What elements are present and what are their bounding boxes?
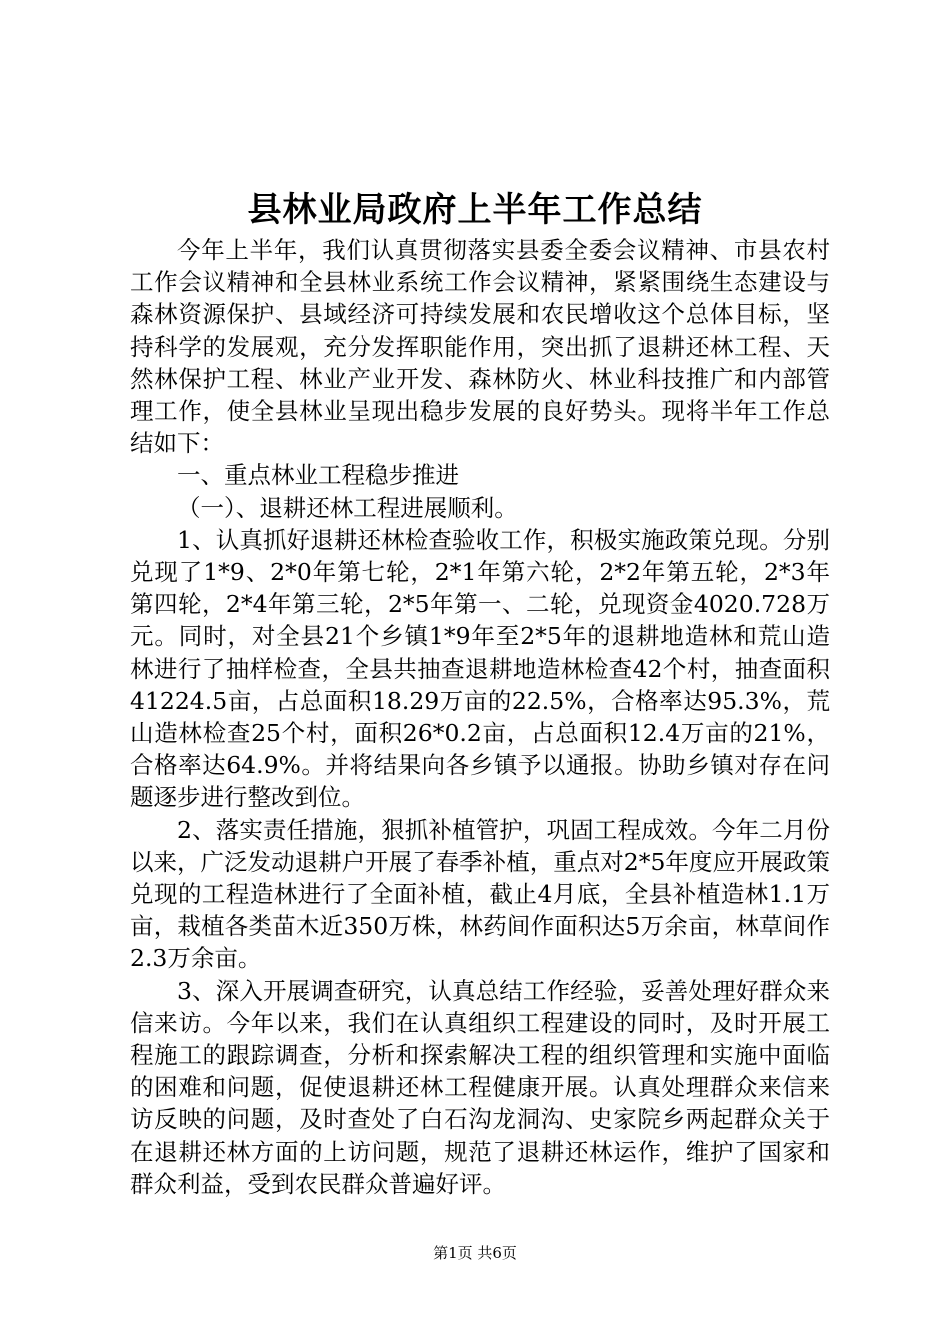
paragraph-item-1: 1、认真抓好退耕还林检查验收工作，积极实施政策兑现。分别兑现了1*9、2*0年第七轮，2*1年第六轮，2*2年第五轮，2*3年第四轮，2*4年第三轮，2*5年第一、二轮，兑现资金4020.728万元。同时，对全县21个乡镇1*9年至2*5年的退耕地造林和荒山造林进行了抽样检查，全县共抽查退耕地造林检查42个村，抽查面积41224.5亩，占总面积18.29万亩的22.5%，合格率达95.3%，荒山造林检查25个村，面积26*0.2亩，占总面积12.4万亩的21%，合格率达64.9%。并将结果向各乡镇予以通报。协助乡镇对存在问题逐步进行整改到位。 bbox=[130, 525, 830, 812]
section-heading: 一、重点林业工程稳步推进 bbox=[177, 461, 459, 490]
document-body bbox=[130, 234, 830, 1200]
paragraph-intro: 今年上半年，我们认真贯彻落实县委全委会议精神、市县农村工作会议精神和全县林业系统工作会议精神，紧紧围绕生态建设与森林资源保护、县域经济可持续发展和农民增收这个总体目标，坚持科学的发展观，充分发挥职能作用，突出抓了退耕还林工程、天然林保护工程、林业产业开发、森林防火、林业科技推广和内部管理工作，使全县林业呈现出稳步发展的良好势头。现将半年工作总结如下： bbox=[130, 236, 830, 458]
paragraph-item-3: 3、深入开展调查研究，认真总结工作经验，妥善处理好群众来信来访。今年以来，我们在认真组织工程建设的同时，及时开展工程施工的跟踪调查，分析和探索解决工程的组织管理和实施中面临的困难和问题，促使退耕还林工程健康开展。认真处理群众来信来访反映的问题，及时查处了白石沟龙洞沟、史家院乡两起群众关于在退耕还林方面的上访问题，规范了退耕还林运作，维护了国家和群众利益，受到农民群众普遍好评。 bbox=[130, 976, 830, 1198]
document-title: 县林业局政府上半年工作总结 bbox=[247, 190, 703, 230]
paragraph-item-2: 2、落实责任措施，狠抓补植管护，巩固工程成效。今年二月份以来，广泛发动退耕户开展了春季补植，重点对2*5年度应开展政策兑现的工程造林进行了全面补植，截止4月底，全县补植造林1.1万亩，栽植各类苗木近350万株，林药间作面积达5万余亩，林草间作2.3万余亩。 bbox=[130, 815, 830, 973]
page-number-footer: 第1页 共6页 bbox=[433, 1244, 517, 1262]
subsection-heading: （一）、退耕还林工程进展顺利。 bbox=[177, 493, 518, 522]
